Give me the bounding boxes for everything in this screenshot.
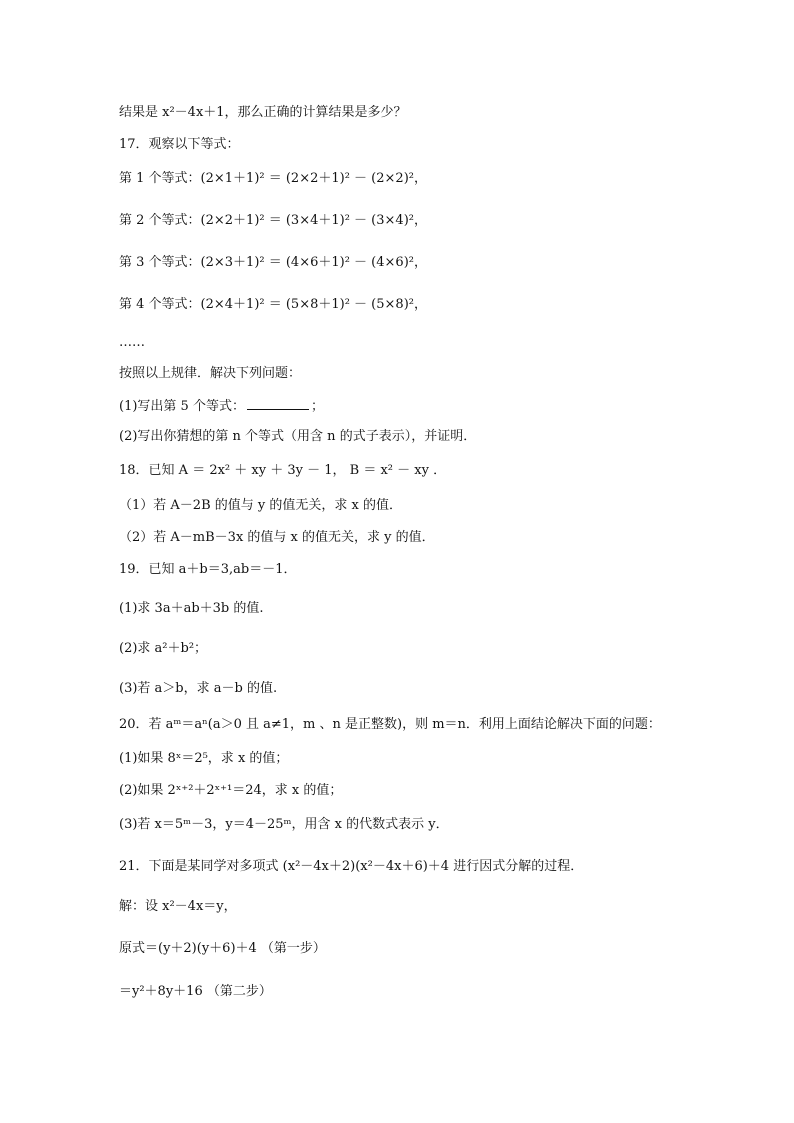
q17-part1	[119, 397, 324, 416]
solution-step2: ＝y²＋8y＋16 （第二步）	[119, 984, 272, 999]
equation-3: 第 3 个等式：(2×3＋1)² ＝ (4×6＋1)² － (4×6)²，	[119, 255, 427, 270]
answer-blank[interactable]	[247, 397, 309, 410]
instruction: 按照以上规律．解决下列问题：	[119, 366, 302, 381]
q18-part2: （2）若 A－mB－3x 的值与 x 的值无关，求 y 的值．	[119, 530, 435, 545]
q19-part3: (3)若 a＞b，求 a－b 的值.	[119, 681, 278, 696]
question-20-heading: 20．若 aᵐ＝aⁿ(a＞0 且 a≠1，m 、n 是正整数)，则 m＝n．利用上面结论解决下面的问题：	[119, 717, 661, 732]
solution-let: 解：设 x²－4x＝y，	[119, 899, 237, 914]
equation-1: 第 1 个等式：(2×1＋1)² ＝ (2×2＋1)² － (2×2)²，	[119, 171, 427, 186]
question-21-heading: 21．下面是某同学对多项式 (x²－4x＋2)(x²－4x＋6)＋4 进行因式分解的过程．	[119, 859, 584, 874]
equation-2: 第 2 个等式：(2×2＋1)² ＝ (3×4＋1)² － (3×4)²，	[119, 213, 427, 228]
ellipsis: ……	[119, 335, 145, 350]
q17-part1-end: ；	[310, 399, 324, 414]
q19-part2: (2)求 a²＋b²；	[119, 641, 208, 656]
q17-part2: (2)写出你猜想的第 n 个等式（用含 n 的式子表示），并证明．	[119, 429, 477, 444]
equation-4: 第 4 个等式：(2×4＋1)² ＝ (5×8＋1)² － (5×8)²，	[119, 297, 427, 312]
solution-step1: 原式＝(y＋2)(y＋6)＋4 （第一步）	[119, 941, 326, 956]
q17-part1-label: (1)写出第 5 个等式：	[119, 399, 245, 414]
q19-part1: (1)求 3a＋ab＋3b 的值.	[119, 601, 264, 616]
question-18-heading: 18．已知 A ＝ 2x² ＋ xy ＋ 3y － 1， B ＝ x² － xy ．	[119, 463, 447, 478]
q18-part1: （1）若 A－2B 的值与 y 的值无关，求 x 的值．	[119, 498, 402, 513]
text-line-result: 结果是 x²－4x＋1，那么正确的计算结果是多少？	[119, 105, 407, 120]
question-19-heading: 19．已知 a＋b＝3,ab＝－1．	[119, 562, 297, 577]
q20-part2: (2)如果 2ˣ⁺²＋2ˣ⁺¹＝24，求 x 的值；	[119, 783, 343, 798]
question-17-heading: 17．观察以下等式：	[119, 137, 240, 152]
q20-part1: (1)如果 8ˣ＝2⁵，求 x 的值；	[119, 751, 289, 766]
q20-part3: (3)若 x＝5ᵐ－3，y＝4－25ᵐ，用含 x 的代数式表示 y．	[119, 817, 449, 832]
